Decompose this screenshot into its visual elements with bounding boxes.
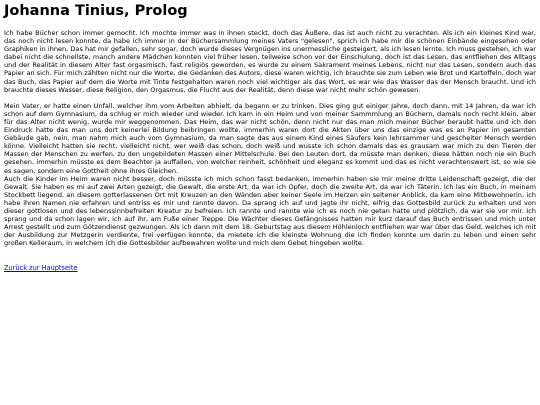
home-link[interactable]: Zurück zur Hauptseite (4, 264, 78, 273)
page-title: Johanna Tinius, Prolog (4, 3, 188, 19)
document-page (4, 2, 536, 274)
paragraph-father: Mein Vater, er hatte einen Unfall, welcher ihm vom Arbeiten abhielt, da begann er zu trinken. Dies ging gut einiger Jahre, doch dann, mit 14 Jahren, da war ich schon auf dem Gymnasium, da schlug er mich wieder und wieder. Ich kam in ein Heim und von meiner Sammmlung an Büchern, damals noch recht klein, aber für das Alter nicht wenig, wurde mir weggenommen. Das Heim, das war nicht schön, denn nicht nur das man mich meiner Bücher beraubt hatte und ich den Eindruck hatte das man uns dort keinerlei Bildung beibringen wollte, immerhin waren dort die Akten über uns das einzige was es an Papier im gesamten Gebäude gab, nein, man nahm mich auch vom Gymnasium, da man sagte das aus einem Kind eines Säufers kein lehrsammer und gescheiter Mensch werden könne. Vielleicht hatten sie recht, vielleicht nicht, wer weiß das schon, doch weiß und wusste ich schon damals das es grausam war mich zu den Tieren der Massen der Menschen zu werfen, zu den ungebildeten Massen einer Mittelschule. Bei den Leuten dort, da müsste man denken, diese hätten noch nie ein Buch gesehen, immerhin müsste es dem Beachter ja auffallen, von welcher reinheit, schönheit und eleganz es kommt und das es nicht verachtenswert ist, so wie sie es sagen, sondern eine Gottheit ohne ihres Gleichen. (4, 101, 536, 175)
paragraph-heim: Auch die Kinder im Heim waren nicht besser, doch müsste ich mich schon fasst bedanken, immerhin haben sie mir meine dritte Leidenschaft gezeigt, die der Gewalt. Sie haben es mi auf zwei Arten gezeigt, die Gewalt, die erste Art, da war ich Opfer, doch die zweite Art, da war ich Täterin. Ich las ein Buch, in meinem Stockbett liegend, an diesem gotterlassenen Ort mit Kreuzen an den Wänden aber keiner Seele im Herzen ein seltener Anblick, da kam eine Mitbewohnerin, ich habe ihren Namen nie erfahren und entriss es mir und rannte davon. Da sprang ich auf und jagte ihr nicht, eifrig das Gottesbild zurück zu erhalten und von dieser gottlosen und des lebenssinnbefreiten Kreatur zu befreien. Ich rannte und rannte wie ich es noch nie getan hatte und plötzlich, da war sie vor mir. Ich sprang und da schon lagen wir, ich auf ihr, am Fuße einer Treppe. Die Wächter dieses Gefängnisses hatten mir kurz darauf das Buch entrissen und mich unter Arrest gestellt und zum Götzendienst gezwungen. Als ich dann mit dem 18. Geburtstag aus diesem Höhlenloch entfliehen war war über das Geld, welches ich mit der Ausbildung zur Metzgerin verdiente, frei verfügen konnte, da mietete ich die kleinste Wohnung die ich finden konnte um darin zu leben und einen sehr großen Kelleraum, in welchem ich die Gottesbilder aufbewahren wollte und mich dem Gebet hingeben wollte. (4, 174, 536, 248)
paragraph-childhood: Ich habe Bücher schon immer gemocht. Ich mochte immer was in ihnen steckt, doch das Äußere, das ist auch nicht zu verachten. Als ich ein kleines Kind war, das noch nicht lesen konnte, da habe ich immer in der Büchersammlung meines Vaters "gelesen", sprich ich habe mir die schönen Einbände eingesehen oder Graphiken in ihnen. Das hat mir gefallen, sehr sogar, doch wurde dieses Vergnügen ins unermessliche gesteigert, als ich lesen lernte. Ich muss gestehen, ich war dabei nicht die schnellste, manch andere Mädchen konnten viel früher lesen, teilweise schon vor der Einschulung, doch ist das Lesen, das entfliehen des Alltags und der Realität in diesem Alter fast orgasmisch, fast religiös geworden, es wurde zu einem Sakrament meines Lebens, nicht nur das Lesen, sondern auch das Papier an sich. Für mich zählten nicht nur die Worte, die Gedanken des Autors, diese waren wichtig, ich brauchte sie zum Leben wie Brot und Kartoffeln, doch war das Buch, das Papier auf dem die Worte mit Tinte festgehalten waren noch viel wichtiger als das Wort, es war wie das Wasser das der Mensch braucht. Und ich brauchte dieses Wasser, diese Religion, den Orgasmus, die Flucht aus der Realität, denn diese war nicht mehr schön gewesen. (4, 29, 536, 94)
